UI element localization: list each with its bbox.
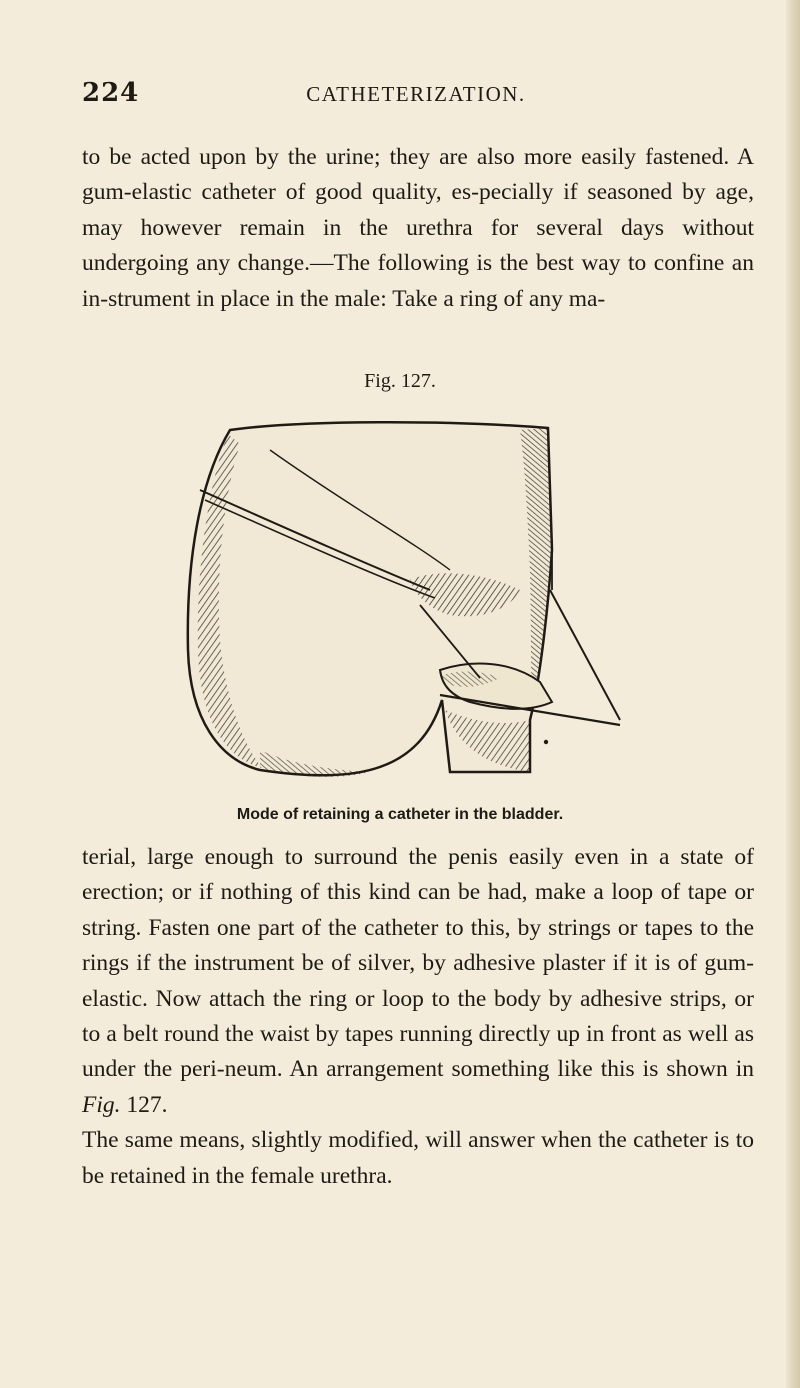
page-edge-shadow bbox=[786, 0, 800, 1388]
figure-illustration bbox=[180, 420, 640, 788]
paragraph-1 bbox=[82, 140, 754, 317]
paragraph-2 bbox=[82, 840, 754, 1194]
running-head: CATHETERIZATION. bbox=[306, 82, 526, 106]
paragraph-2-body: terial, large enough to surround the penis easily even in a state of erection; or if nothing of this kind can be had, make a loop of tape or string. Fasten one part of the catheter to this, by strings or tapes to the rings if the instrument be of silver, by adhesive plaster if it is of gum-elastic. Now attach the ring or loop to the body by adhesive strips, or to a belt round the waist by tapes running directly up in front as well as under the peri-neum. An arrangement something like this is shown in bbox=[82, 844, 754, 1083]
figure-reference: Fig. bbox=[82, 1091, 121, 1118]
paragraph-1-text: to be acted upon by the urine; they are also more easily fastened. A gum-elastic catheter of good quality, es-pecially if seasoned by age, may however remain in the urethra for several days without undergoing any change.—The following is the best way to confine an in-strument in place in the male: Take a ring of any ma- bbox=[82, 144, 754, 312]
page-header bbox=[82, 78, 750, 118]
paragraph-3-text: The same means, slightly modified, will answer when the catheter is to be retained in the female urethra. bbox=[82, 1127, 754, 1189]
figure-label: Fig. 127. bbox=[364, 370, 436, 392]
page-number: 224 bbox=[82, 78, 140, 108]
paragraph-2-text bbox=[82, 840, 754, 1123]
figure-caption: Mode of retaining a catheter in the bladder. bbox=[236, 806, 564, 823]
figure-reference-number: 127. bbox=[126, 1091, 168, 1118]
figure-drawing bbox=[180, 420, 640, 788]
